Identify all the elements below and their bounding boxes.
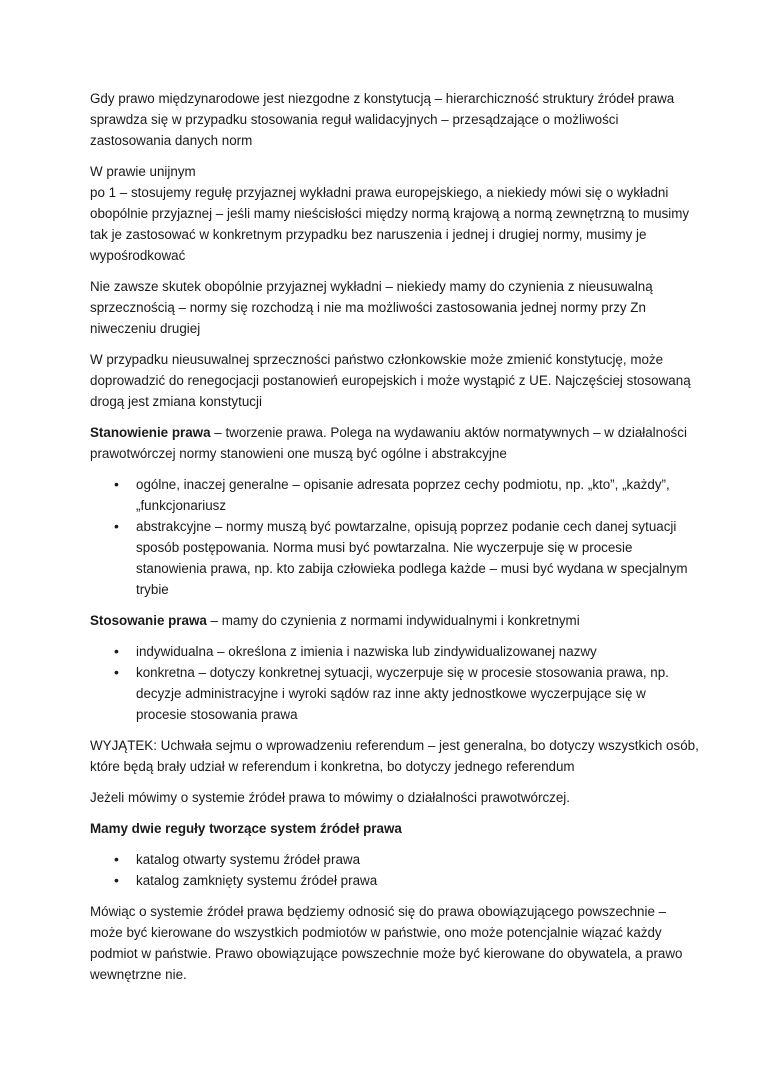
paragraph-hierarchy [90, 88, 675, 151]
list-item [136, 849, 675, 870]
definition-text: – tworzenie prawa. Polega na wydawaniu aktów normatywnych – w działalności [210, 425, 687, 440]
text-line: • indywidualna – określona z imienia i nazwiska lub zindywidualizowanej nazwy [136, 644, 597, 659]
list-item [136, 641, 675, 662]
text-line: Gdy prawo międzynarodowe jest niezgodne z konstytucją – hierarchiczność struktury źródeł prawa [90, 91, 675, 106]
text-line: prawotwórczej normy stanowieni one muszą być ogólne i abstrakcyjne [90, 446, 507, 461]
text-line: WYJĄTEK: Uchwała sejmu o wprowadzeniu referendum – jest generalna, bo dotyczy wszystkich osób, [90, 738, 699, 753]
term-law-application: Stosowanie prawa [90, 613, 207, 628]
text-line: Nie zawsze skutek obopólnie przyjaznej wykładni – niekiedy mamy do czynienia z nieusuwalną [90, 279, 653, 294]
text-line: • ogólne, inaczej generalne – opisanie adresata poprzez cechy podmiotu, np. „kto”, „każdy”, [136, 477, 670, 492]
paragraph-contradiction [90, 276, 675, 339]
norm-features-list [90, 474, 688, 600]
paragraph-sources-system [90, 787, 675, 808]
text-line: niweczeniu drugiej [90, 321, 201, 336]
paragraph-law-application [90, 610, 675, 631]
paragraph-exception [90, 735, 699, 777]
text-line: obopólnie przyjaznej – jeśli mamy nieścisłości między normą krajową a normą zewnętrzną to musimy [90, 206, 690, 221]
text-line: sposób postępowania. Norma musi być powtarzalna. Nie wyczerpuje się w procesie [136, 540, 633, 555]
document-page [90, 88, 699, 995]
text-line: trybie [136, 582, 169, 597]
list-item [136, 474, 675, 516]
section-heading [90, 818, 675, 839]
text-line: może być kierowane do wszystkich podmiotów w państwie, ono może potencjalnie wiązać każdy [90, 925, 662, 940]
text-line: wewnętrzne nie. [90, 967, 187, 982]
text-line: zastosowania danych norm [90, 133, 253, 148]
text-line: • abstrakcyjne – normy muszą być powtarzalne, opisują poprzez podanie cech danej sytuacji [136, 519, 677, 534]
term-law-making: Stanowienie prawa [90, 425, 211, 440]
catalog-list [90, 849, 675, 891]
list-item [136, 870, 675, 891]
text-line [90, 610, 675, 631]
text-line: drogą jest zmiana konstytucji [90, 394, 262, 409]
text-line: stanowienia prawa, np. kto zabija człowieka podlega każde – musi być wydana w specjalnym [136, 561, 688, 576]
text-line: decyzje administracyjne i wyroki sądów raz inne akty jednostkowe wyczerpujące się w [136, 686, 646, 701]
text-line: Jeżeli mówimy o systemie źródeł prawa to mówimy o działalności prawotwórczej. [90, 790, 570, 805]
application-features-list [90, 641, 675, 725]
text-line: procesie stosowania prawa [136, 707, 298, 722]
paragraph-member-state [90, 349, 691, 412]
text-line: sprzecznością – normy się rozchodzą i nie ma możliwości zastosowania jednej normy przy Zn [90, 300, 646, 315]
text-line: W prawie unijnym [90, 164, 196, 179]
text-line: doprowadzić do renegocjacji postanowień europejskich i może wystąpić z UE. Najczęściej stosowaną [90, 373, 691, 388]
definition-text: – mamy do czynienia z normami indywidualnymi i konkretnymi [206, 613, 580, 628]
text-line: • konkretna – dotyczy konkretnej sytuacji, wyczerpuje się w procesie stosowania prawa, np. [136, 665, 669, 680]
text-line: Mówiąc o systemie źródeł prawa będziemy odnosić się do prawa obowiązującego powszechnie – [90, 904, 667, 919]
heading-text: Mamy dwie reguły tworzące system źródeł prawa [90, 821, 402, 836]
text-line: tak je zastosować w konkretnym przypadku bez naruszenia i jednej i drugiej normy, musimy je [90, 227, 647, 242]
text-line: sprawdza się w przypadku stosowania reguł walidacyjnych – przesądzające o możliwości [90, 112, 619, 127]
paragraph-eu-law [90, 161, 690, 266]
text-line: wypośrodkować [90, 248, 186, 263]
text-line: W przypadku nieusuwalnej sprzeczności państwo członkowskie może zmienić konstytucję, może [90, 352, 664, 367]
text-line [90, 422, 687, 443]
paragraph-universal-law [90, 901, 683, 985]
text-line: „funkcjonariusz [136, 498, 227, 513]
text-line: które będą brały udział w referendum i konkretna, bo dotyczy jednego referendum [90, 759, 575, 774]
text-line: • katalog otwarty systemu źródeł prawa [136, 852, 361, 867]
text-line: po 1 – stosujemy regułę przyjaznej wykładni prawa europejskiego, a niekiedy mówi się o wykładni [90, 185, 669, 200]
list-item [136, 516, 688, 600]
paragraph-law-making [90, 422, 687, 464]
list-item [136, 662, 675, 725]
text-line: podmiot w państwie. Prawo obowiązujące powszechnie może być kierowane do obywatela, a prawo [90, 946, 683, 961]
text-line: • katalog zamknięty systemu źródeł prawa [136, 873, 378, 888]
